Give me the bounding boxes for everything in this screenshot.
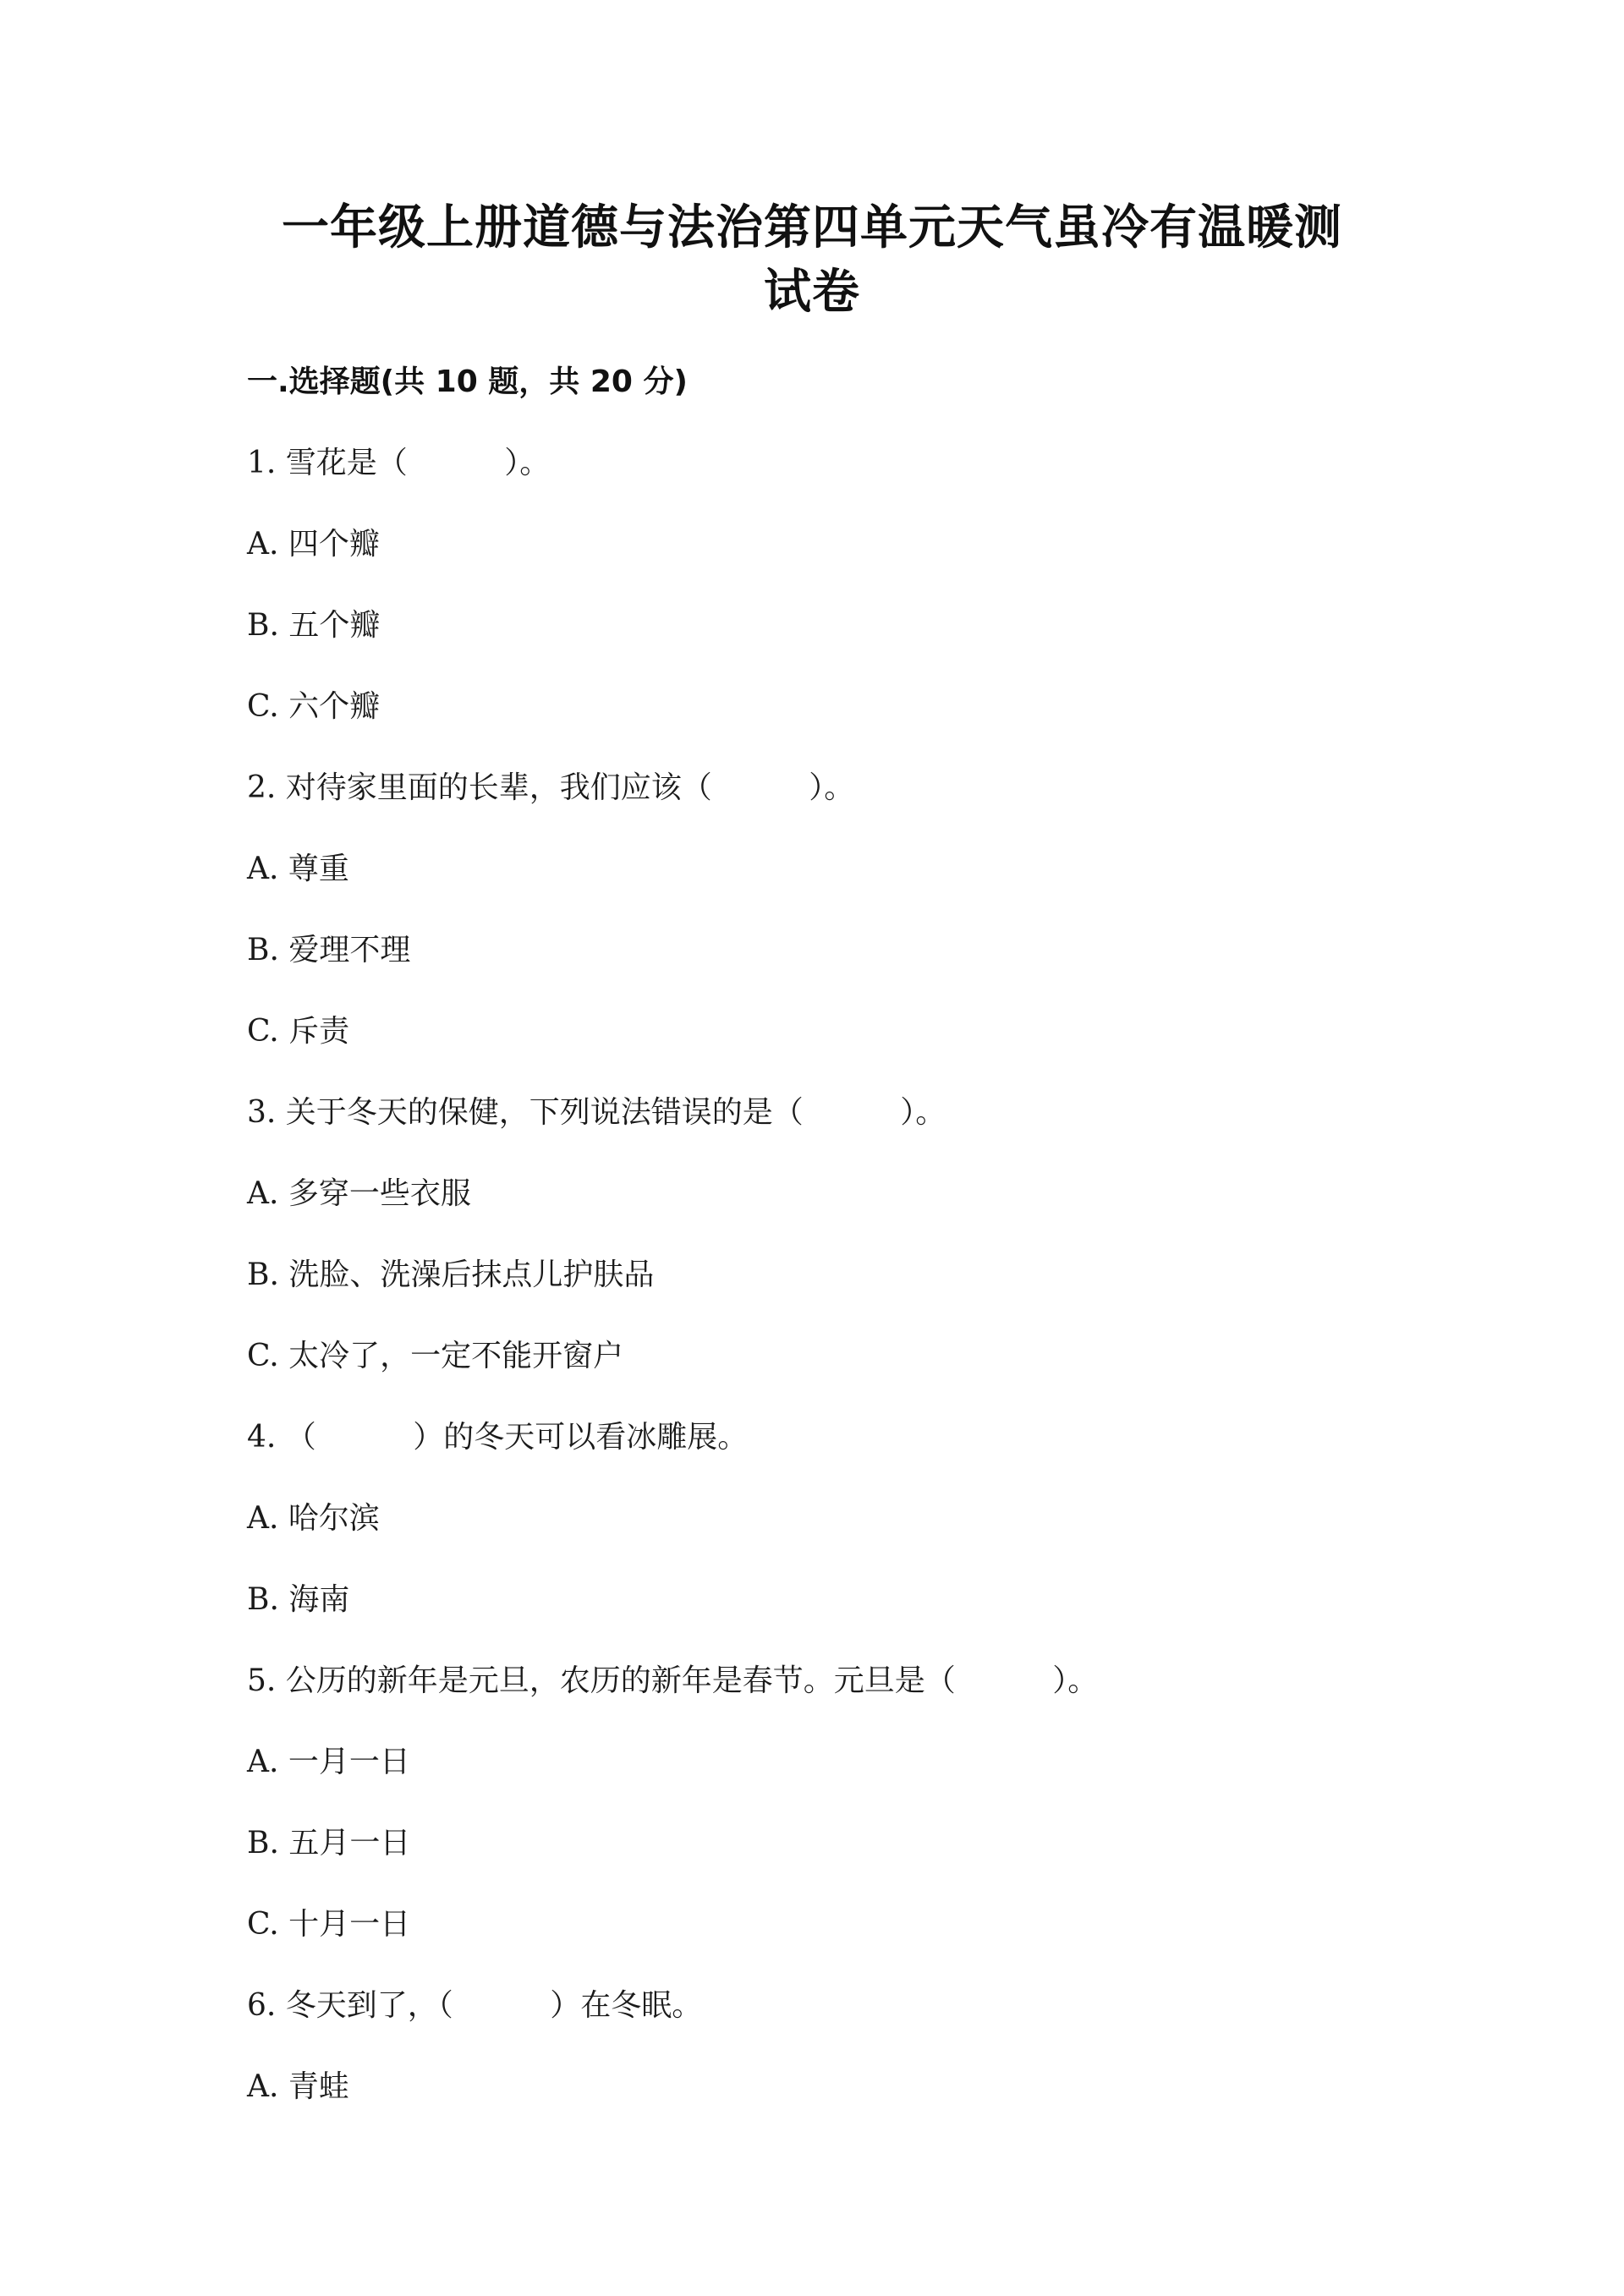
question-5-stem: 5. 公历的新年是元旦，农历的新年是春节。元旦是（ ）。 [247,1663,1099,1698]
question-4-stem: 4. （ ）的冬天可以看冰雕展。 [247,1420,749,1455]
question-4-option-a: A. 哈尔滨 [247,1501,380,1536]
question-5-option-a: A. 一月一日 [247,1745,410,1779]
section-heading: 一.选择题(共 10 题，共 20 分) [247,364,688,399]
question-list [247,445,1431,2150]
page-title [254,196,1370,325]
question-2-option-c: C. 斥责 [247,1014,350,1049]
question-2-option-a: A. 尊重 [247,852,349,886]
question-3-option-a: A. 多穿一些衣服 [247,1176,471,1211]
question-5-option-b: B. 五月一日 [247,1826,411,1860]
question-1-stem: 1. 雪花是（ ）。 [247,446,551,480]
question-2-option-b: B. 爱理不理 [247,933,411,967]
question-2-stem: 2. 对待家里面的长辈，我们应该（ ）。 [247,770,855,805]
question-1-option-b: B. 五个瓣 [247,608,381,643]
page-title-line-1: 一年级上册道德与法治第四单元天气虽冷有温暖测 [282,200,1342,255]
question-3-option-c: C. 太冷了，一定不能开窗户 [247,1339,624,1373]
question-6-stem: 6. 冬天到了，（ ）在冬眠。 [247,1988,703,2023]
question-3-stem: 3. 关于冬天的保健，下列说法错误的是（ ）。 [247,1095,946,1130]
page-title-line-2: 试卷 [764,265,860,320]
question-3-option-b: B. 洗脸、洗澡后抹点儿护肤品 [247,1258,655,1292]
question-1-option-c: C. 六个瓣 [247,689,381,724]
question-4-option-b: B. 海南 [247,1582,350,1617]
question-1-option-a: A. 四个瓣 [247,527,380,562]
question-6-option-a: A. 青蛙 [247,2069,349,2104]
question-5-option-c: C. 十月一日 [247,1907,411,1942]
